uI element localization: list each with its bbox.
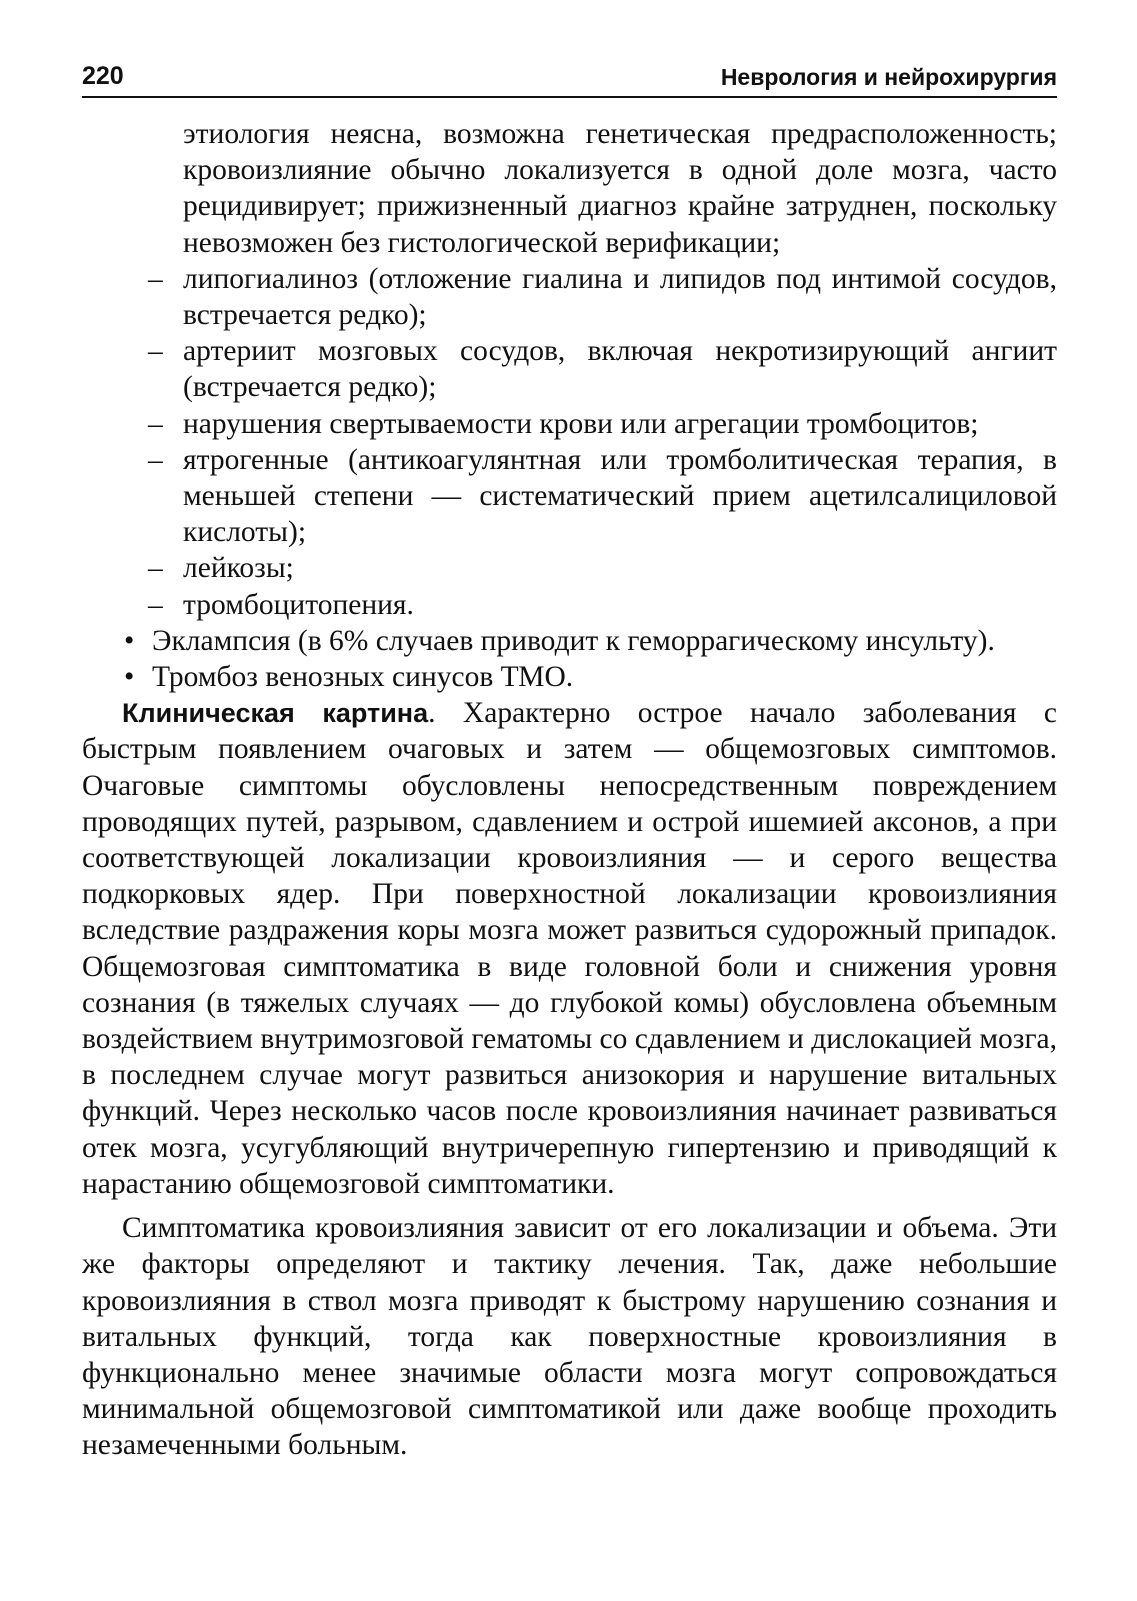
bullet-item-text: Эклампсия (в 6% случаев приводит к геморрагическому инсульту).	[152, 624, 995, 657]
dash-marker: –	[148, 588, 163, 621]
list-item-text: нарушения свертываемости крови или агрегации тромбоцитов;	[183, 407, 979, 440]
continuation-text: этиология неясна, возможна генетическая предрасположенность; кровоизлияние обычно локализуется в одной доле мозга, часто рецидивирует; прижизненный диагноз крайне затруднен, поскольку невозможен без гистологической верификации;	[183, 118, 1057, 259]
list-item	[82, 550, 1057, 586]
page-number: 220	[82, 62, 124, 90]
dash-marker: –	[148, 443, 163, 476]
list-item	[82, 261, 1057, 333]
list-item-text: липогиалиноз (отложение гиалина и липидов под интимой сосудов, встречается редко);	[183, 262, 1057, 332]
list-item	[82, 587, 1057, 623]
bullet-item	[82, 623, 1057, 659]
bullet-item-text: Тромбоз венозных синусов ТМО.	[152, 661, 574, 694]
list-item-text: лейкозы;	[183, 552, 294, 585]
list-item	[82, 406, 1057, 442]
dash-marker: –	[148, 552, 163, 585]
bullet-item	[82, 659, 1057, 695]
running-head: Неврология и нейрохирургия	[720, 64, 1057, 90]
dash-marker: –	[148, 335, 163, 368]
dash-marker: –	[148, 262, 163, 295]
dash-marker: –	[148, 407, 163, 440]
body-paragraph: Симптоматика кровоизлияния зависит от его локализации и объема. Эти же факторы определяют и тактику лечения. Так, даже небольшие кровоизлияния в ствол мозга приводят к быстрому нарушению сознания и витальных функций, тогда как поверхностные кровоизлияния в функционально менее значимые области мозга могут сопровождаться минимальной общемозговой симптоматикой или даже вообще проходить незамеченными больным.	[82, 1212, 1057, 1462]
list-item-text: артериит мозговых сосудов, включая некротизирующий ангиит (встречается редко);	[183, 335, 1057, 404]
list-item-text: ятрогенные (антикоагулянтная или тромболитическая терапия, в меньшей степени — систематический прием ацетилсалициловой кислоты);	[183, 443, 1057, 549]
page-header	[82, 58, 1057, 98]
clinical-text: . Характерно острое начало заболевания с быстрым появлением очаговых и затем — общемозговых симптомов. Очаговые симптомы обусловлены непосредственным повреждением проводящих путей, разрывом, сдавлением и острой ишемией аксонов, а при соответствующей локализации кровоизлияния — и серого вещества подкорковых ядер. При поверхностной локализации кровоизлияния вследствие раздражения коры мозга может развиться судорожный припадок. Общемозговая симптоматика в виде головной боли и снижения уровня сознания (в тяжелых случаях — до глубокой комы) обусловлена объемным воздействием внутримозговой гематомы со сдавлением и дислокацией мозга, в последнем случае могут развиться анизокория и нарушение витальных функций. Через несколько часов после кровоизлияния начинает развиваться отек мозга, усугубляющий внутричерепную гипертензию и приводящий к нарастанию общемозговой симптоматики.	[82, 697, 1058, 1200]
list-item	[82, 333, 1057, 405]
clinical-heading: Клиническая картина	[122, 698, 429, 729]
bullet-marker: •	[124, 624, 135, 657]
list-item-text: тромбоцитопения.	[183, 588, 414, 621]
list-continuation	[82, 116, 1057, 261]
bullet-marker: •	[124, 661, 135, 694]
list-item	[82, 442, 1057, 551]
page-body	[82, 116, 1057, 1464]
clinical-paragraph	[82, 695, 1057, 1202]
